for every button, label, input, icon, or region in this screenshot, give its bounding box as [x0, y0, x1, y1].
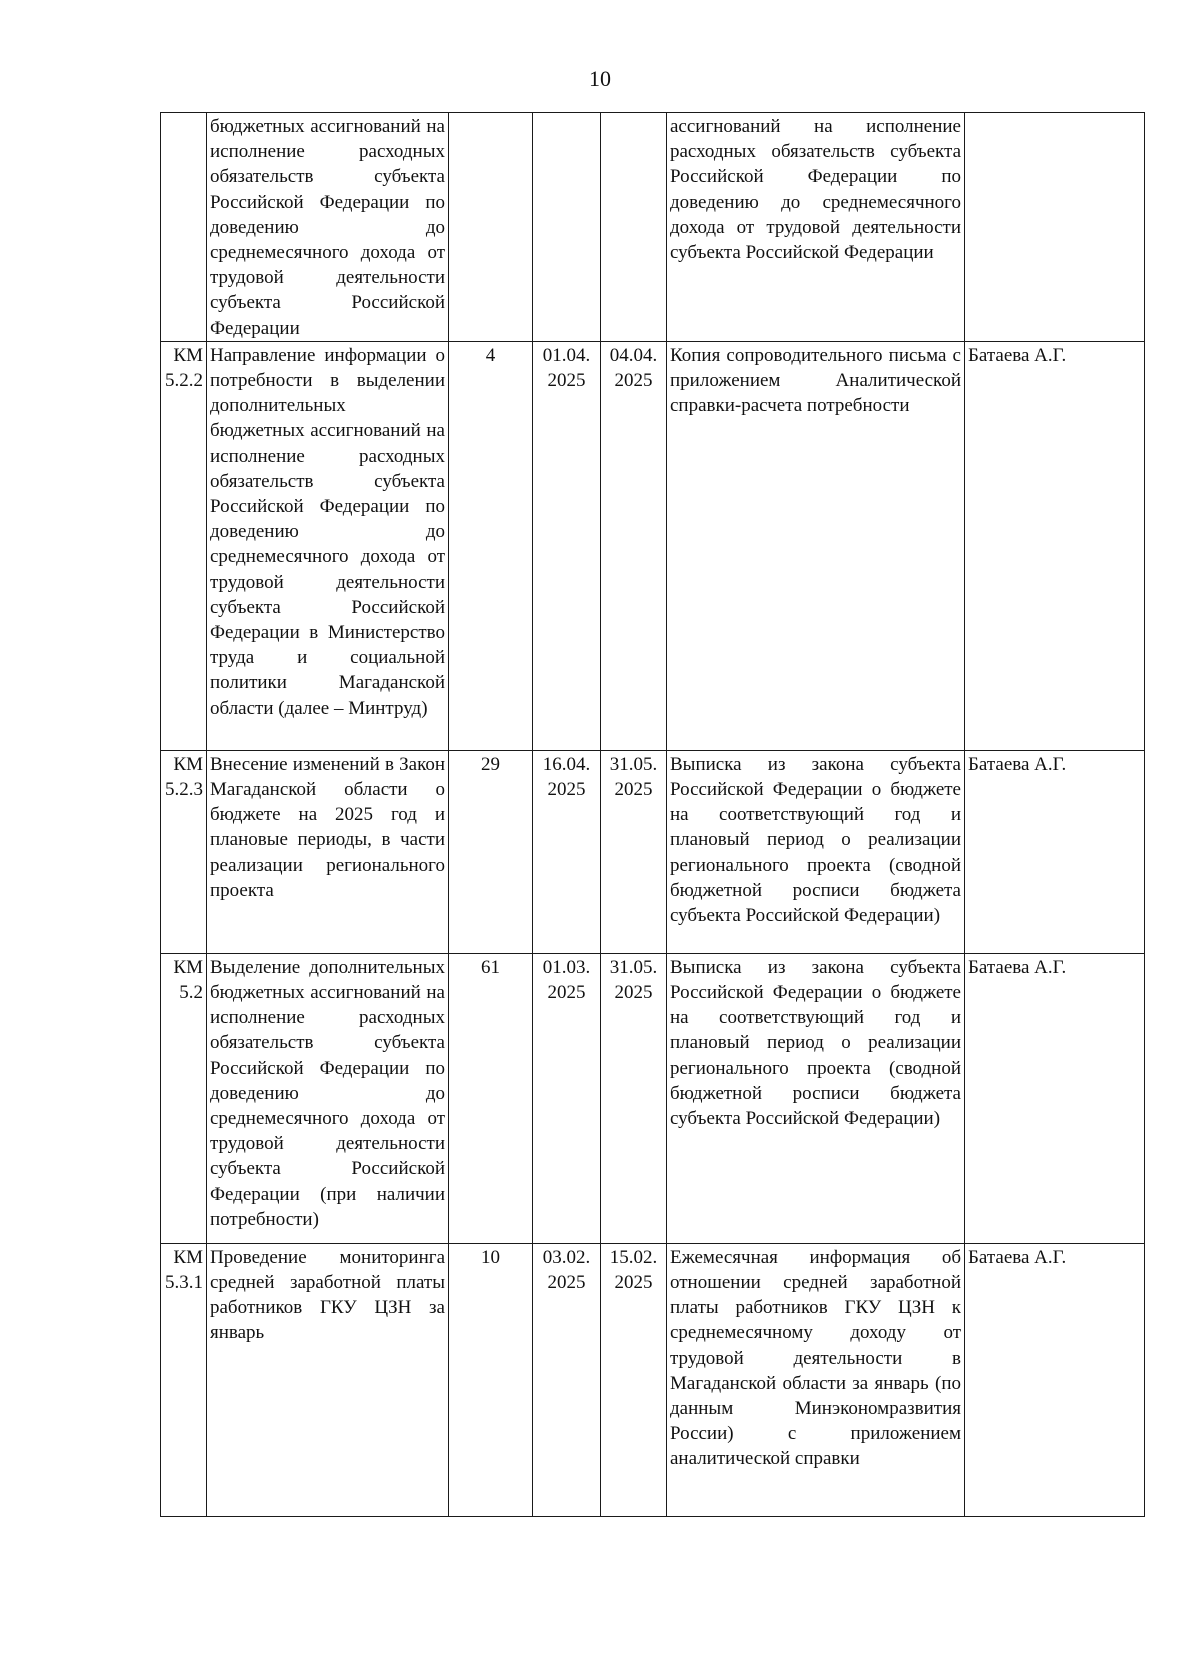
row-document: Ежемесячная информация об отношении средней заработной платы работников ГКУ ЦЗН к среднемесячному доходу от трудовой деятельности в Магаданской области за январь (по данным Минэкономразвития России) с приложением аналитической справки	[667, 1243, 965, 1516]
row-name: Выделение дополнительных бюджетных ассигнований на исполнение расходных обязательств субъекта Российской Федерации по доведению до среднемесячного дохода от трудовой деятельности субъекта Российской Федерации (при наличии потребности)	[207, 953, 449, 1243]
row-code: КМ 5.2.3	[161, 750, 207, 953]
row-code: КМ 5.2.2	[161, 341, 207, 750]
row-end-date: 31.05. 2025	[601, 953, 667, 1243]
row-duration: 4	[449, 341, 533, 750]
row-end-date	[601, 113, 667, 342]
row-duration: 29	[449, 750, 533, 953]
row-start-date: 16.04. 2025	[533, 750, 601, 953]
row-end-date: 15.02. 2025	[601, 1243, 667, 1516]
row-duration: 10	[449, 1243, 533, 1516]
row-name: Внесение изменений в Закон Магаданской области о бюджете на 2025 год и плановые периоды, в части реализации регионального проекта	[207, 750, 449, 953]
page-number: 10	[589, 66, 611, 91]
row-code: КМ 5.2	[161, 953, 207, 1243]
row-responsible: Батаева А.Г.	[965, 953, 1145, 1243]
row-duration	[449, 113, 533, 342]
row-responsible: Батаева А.Г.	[965, 1243, 1145, 1516]
row-code	[161, 113, 207, 342]
row-end-date: 31.05. 2025	[601, 750, 667, 953]
control-points-table	[160, 112, 1145, 1517]
row-responsible: Батаева А.Г.	[965, 341, 1145, 750]
table-row	[161, 953, 1145, 1243]
row-start-date: 03.02. 2025	[533, 1243, 601, 1516]
table-row	[161, 1243, 1145, 1516]
row-name: Направление информации о потребности в выделении дополнительных бюджетных ассигнований на исполнение расходных обязательств субъекта Российской Федерации по доведению до среднемесячного дохода от трудовой деятельности субъекта Российской Федерации в Министерство труда и социальной политики Магаданской области (далее – Минтруд)	[207, 341, 449, 750]
table-row	[161, 341, 1145, 750]
row-end-date: 04.04. 2025	[601, 341, 667, 750]
row-start-date: 01.03. 2025	[533, 953, 601, 1243]
row-name: бюджетных ассигнований на исполнение расходных обязательств субъекта Российской Федерации по доведению до среднемесячного дохода от трудовой деятельности субъекта Российской Федерации	[207, 113, 449, 342]
row-duration: 61	[449, 953, 533, 1243]
row-document: Копия сопроводительного письма с приложением Аналитической справки-расчета потребности	[667, 341, 965, 750]
row-start-date	[533, 113, 601, 342]
row-name: Проведение мониторинга средней заработной платы работников ГКУ ЦЗН за январь	[207, 1243, 449, 1516]
row-document: Выписка из закона субъекта Российской Федерации о бюджете на соответствующий год и плановый период о реализации регионального проекта (сводной бюджетной росписи бюджета субъекта Российской Федерации)	[667, 750, 965, 953]
table-row	[161, 113, 1145, 342]
row-document: Выписка из закона субъекта Российской Федерации о бюджете на соответствующий год и плановый период о реализации регионального проекта (сводной бюджетной росписи бюджета субъекта Российской Федерации)	[667, 953, 965, 1243]
row-document: ассигнований на исполнение расходных обязательств субъекта Российской Федерации по доведению до среднемесячного дохода от трудовой деятельности субъекта Российской Федерации	[667, 113, 965, 342]
row-responsible	[965, 113, 1145, 342]
row-start-date: 01.04. 2025	[533, 341, 601, 750]
row-code: КМ 5.3.1	[161, 1243, 207, 1516]
table-row	[161, 750, 1145, 953]
row-responsible: Батаева А.Г.	[965, 750, 1145, 953]
